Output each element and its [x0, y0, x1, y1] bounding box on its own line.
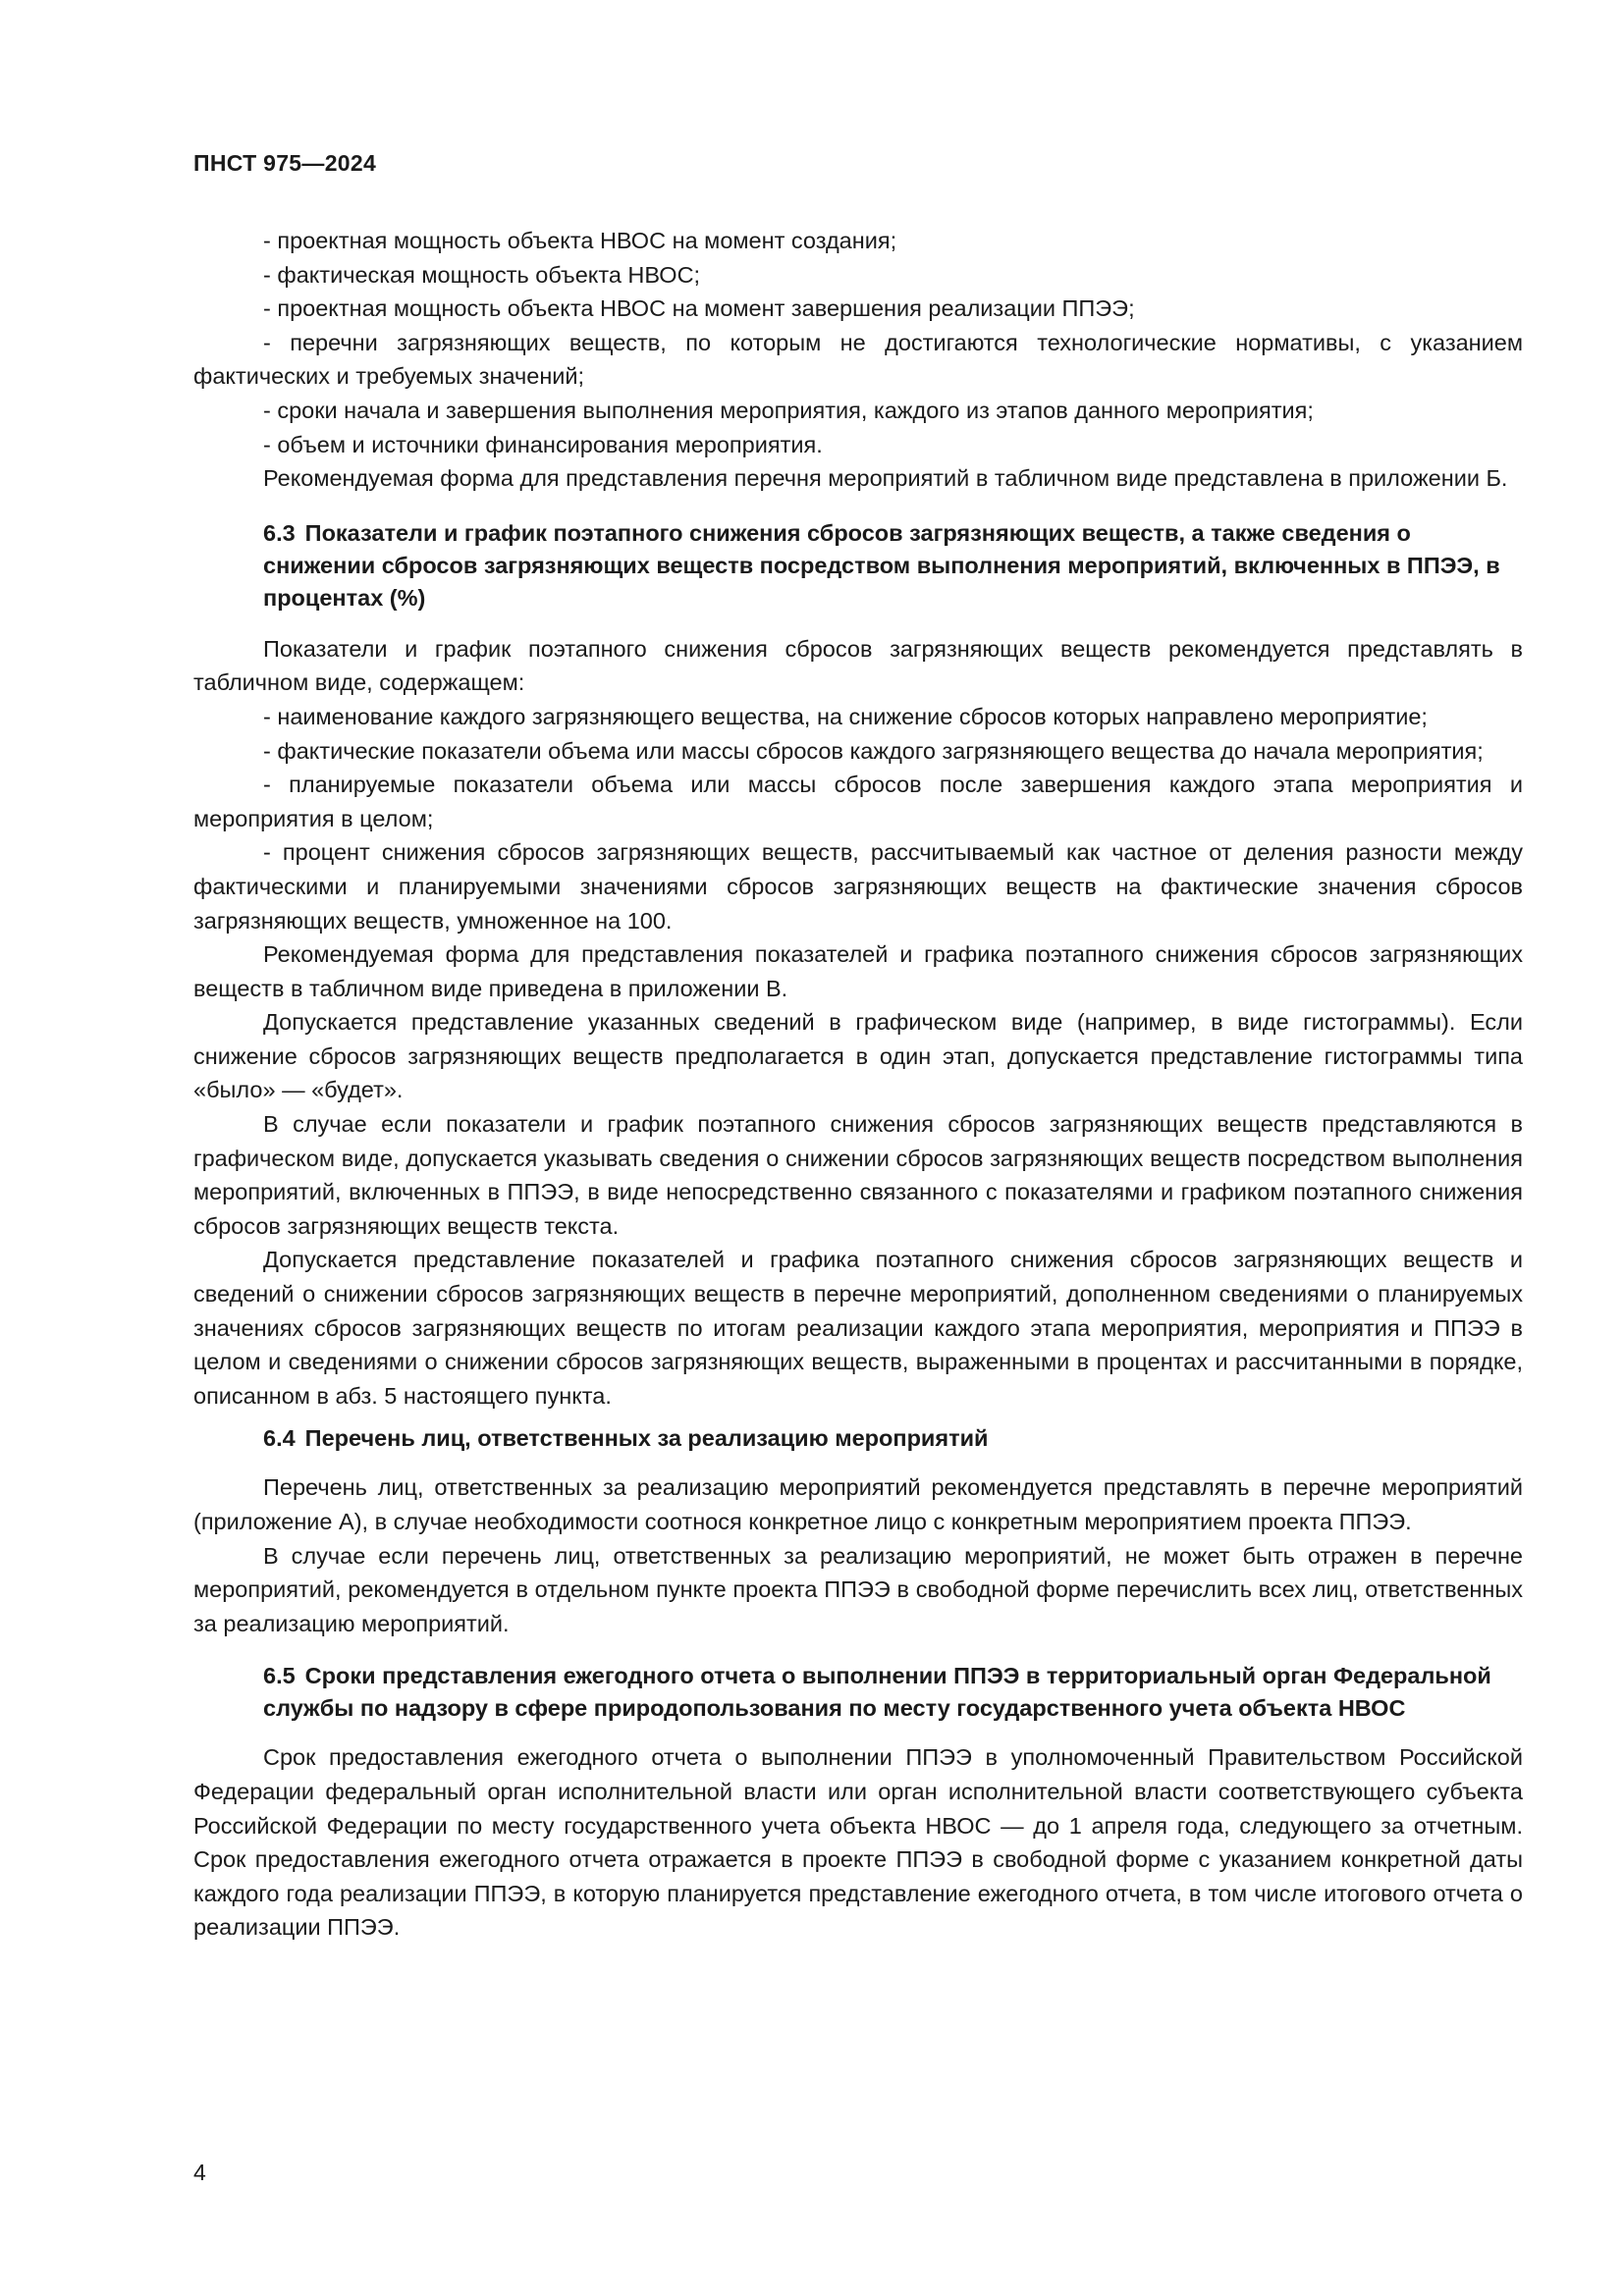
list-item: - сроки начала и завершения выполнения мероприятия, каждого из этапов данного мероприятия;	[263, 397, 1314, 423]
list-item: - фактическая мощность объекта НВОС;	[263, 261, 701, 288]
paragraph: Срок предоставления ежегодного отчета о выполнении ППЭЭ в уполномоченный Правительством Российской Федерации федеральный орган исполнительной власти или орган исполнительной власти соответствующего субъекта Российской Федерации по месту государственного учета объекта НВОС — до 1 апреля года, следующего за отчетным. Срок предоставления ежегодного отчета отражается в проекте ППЭЭ в свободной форме с указанием конкретной даты каждого года реализации ППЭЭ, в которую планируется представление ежегодного отчета, в том числе итогового отчета о реализации ППЭЭ.	[193, 1744, 1523, 1941]
page-number: 4	[193, 2160, 206, 2185]
list-item: - фактические показатели объема или массы сбросов каждого загрязняющего вещества до начала мероприятия;	[263, 737, 1484, 764]
list-item: - объем и источники финансирования мероприятия.	[263, 431, 823, 457]
list-item: - наименование каждого загрязняющего вещества, на снижение сбросов которых направлено мероприятие;	[263, 703, 1428, 729]
section-heading-6-4	[193, 1422, 1523, 1455]
section-heading-6-5	[193, 1660, 1523, 1725]
paragraph: В случае если перечень лиц, ответственных за реализацию мероприятий, не может быть отражен в перечне мероприятий, рекомендуется в отдельном пункте проекта ППЭЭ в свободной форме перечислить всех лиц, ответственных за реализацию мероприятий.	[193, 1542, 1523, 1636]
paragraph: В случае если показатели и график поэтапного снижения сбросов загрязняющих веществ представляются в графическом виде, допускается указывать сведения о снижении сбросов загрязняющих веществ посредством выполнения мероприятий, включенных в ППЭЭ, в виде непосредственно связанного с показателями и графиком поэтапного снижения сбросов загрязняющих веществ текста.	[193, 1111, 1523, 1239]
list-item: - планируемые показатели объема или массы сбросов после завершения каждого этапа мероприятия и мероприятия в целом;	[193, 772, 1523, 831]
section-title: Перечень лиц, ответственных за реализацию мероприятий	[304, 1425, 989, 1452]
section-heading-6-3	[193, 517, 1523, 614]
paragraph: Допускается представление указанных сведений в графическом виде (например, в виде гистограммы). Если снижение сбросов загрязняющих веществ предполагается в один этап, допускается представление гистограммы типа «было» — «будет».	[193, 1009, 1523, 1103]
list-item: - перечни загрязняющих веществ, по которым не достигаются технологические нормативы, с указанием фактических и требуемых значений;	[193, 329, 1523, 390]
section-title: Показатели и график поэтапного снижения сбросов загрязняющих веществ, а также сведения о снижении сбросов загрязняющих веществ посредством выполнения мероприятий, включенных в ППЭЭ, в процентах (%)	[263, 519, 1500, 611]
document-id-header: ПНСТ 975—2024	[193, 150, 377, 176]
section-number: 6.4	[263, 1425, 296, 1452]
document-body	[193, 224, 1523, 1945]
paragraph: Допускается представление показателей и графика поэтапного снижения сбросов загрязняющих веществ и сведений о снижении сбросов загрязняющих веществ в перечне мероприятий, дополненном сведениями о планируемых значениях сбросов загрязняющих веществ по итогам реализации каждого этапа мероприятия, мероприятия и ППЭЭ в целом и сведениями о снижении сбросов загрязняющих веществ, выраженными в процентах и рассчитанными в порядке, описанном в абз. 5 настоящего пункта.	[193, 1247, 1523, 1409]
paragraph: Перечень лиц, ответственных за реализацию мероприятий рекомендуется представлять в перечне мероприятий (приложение А), в случае необходимости соотнося конкретное лицо с конкретным мероприятием проекта ППЭЭ.	[193, 1474, 1523, 1534]
list-item: - проектная мощность объекта НВОС на момент завершения реализации ППЭЭ;	[263, 295, 1135, 322]
section-title: Сроки представления ежегодного отчета о выполнении ППЭЭ в территориальный орган Федеральной службы по надзору в сфере природопользования по месту государственного учета объекта НВОС	[263, 1663, 1491, 1722]
paragraph: Рекомендуемая форма для представления перечня мероприятий в табличном виде представлена в приложении Б.	[263, 465, 1508, 492]
section-number: 6.3	[263, 519, 296, 546]
paragraph: Показатели и график поэтапного снижения сбросов загрязняющих веществ рекомендуется представлять в табличном виде, содержащем:	[193, 635, 1523, 696]
list-item: - проектная мощность объекта НВОС на момент создания;	[263, 228, 897, 253]
paragraph: Рекомендуемая форма для представления показателей и графика поэтапного снижения сбросов загрязняющих веществ в табличном виде приведена в приложении В.	[193, 941, 1523, 1001]
list-item: - процент снижения сбросов загрязняющих веществ, рассчитываемый как частное от деления разности между фактическими и планируемыми значениями сбросов загрязняющих веществ на фактические значения сбросов загрязняющих веществ, умноженное на 100.	[193, 839, 1523, 934]
section-number: 6.5	[263, 1663, 296, 1689]
